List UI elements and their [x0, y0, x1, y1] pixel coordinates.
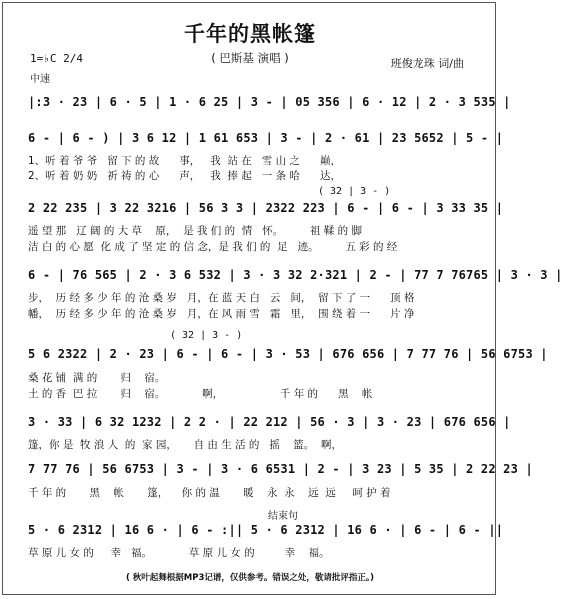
lyric-line: 洁 白 的 心 愿 化 成 了 坚 定 的 信 念，是 我 们 的 足 迹。 五 彩 的 经 — [28, 241, 398, 253]
lyric-line: 2、听 着 奶 奶 祈 祷 的 心 声， 我 捧 起 一 条 哈 达， — [28, 170, 341, 182]
score-line: 5 · 6 2312 | 16 6 · | 6 - :|| 5 · 6 2312 | 16 6 · | 6 - | 6 - || — [28, 523, 504, 537]
score-line: 5 6 2322 | 2 · 23 | 6 - | 6 - | 3 · 53 | 676 656 | 7 77 76 | 56 6753 | — [28, 347, 548, 361]
repeat-fill-tag: ( 32 | 3 - ) — [170, 330, 243, 341]
score-line: 7 77 76 | 56 6753 | 3 - | 3 · 6 6531 | 2 - | 3 23 | 5 35 | 2 22 23 | — [28, 462, 533, 476]
lyric-line: 遥 望 那 辽 阔 的 大 草 原， 是 我 们 的 情 怀。 祖 鞣 的 脚 — [28, 225, 362, 237]
credits: 班俊龙珠 词/曲 — [390, 57, 464, 70]
key-signature: 1=♭C 2/4 — [30, 52, 83, 65]
lyric-line: 千 年 的 黑 帐 篷， 你 的 温 暖 永 永 远 远 呵 护 着 — [28, 487, 391, 499]
lyric-line: 草 原 儿 女 的 幸 福。 草 原 儿 女 的 幸 福。 — [28, 547, 330, 559]
lyric-line: 土 的 香 巴 拉 归 宿。 啊， 千 年 的 黑 帐 — [28, 388, 373, 400]
ending-label: 结束句 — [268, 511, 298, 522]
score-line: 2 22 235 | 3 22 3216 | 56 3 3 | 2322 223 | 6 - | 6 - | 3 33 35 | — [28, 201, 504, 215]
lyric-line: 步， 历 经 多 少 年 的 沧 桑 岁 月，在 蓝 天 白 云 间， 留 下 了 一 顶 格 — [28, 292, 415, 304]
score-line: |:3 · 23 | 6 · 5 | 1 · 6 25 | 3 - | 05 356 | 6 · 12 | 2 · 3 535 | — [28, 95, 511, 109]
transcription-note: ( 秋叶起舞根据MP3记谱，仅供参考。错误之处，敬请批评指正。) — [125, 573, 375, 583]
lyric-line: 幡， 历 经 多 少 年 的 沧 桑 岁 月，在 风 雨 雪 霜 里， 围 绕 着 一 片 净 — [28, 308, 415, 320]
song-title: 千年的黑帐篷 — [184, 22, 316, 46]
tempo-mark: 中速 — [30, 74, 50, 85]
score-line: 6 - | 6 - ) | 3 6 12 | 1 61 653 | 3 - | 2 · 61 | 23 5652 | 5 - | — [28, 131, 504, 145]
lyric-line: 1、听 着 爷 爷 留 下 的 故 事， 我 站 在 雪 山 之 巅， — [28, 155, 341, 167]
lyric-line: 篷，你 是 牧 浪 人 的 家 园， 自 由 生 活 的 摇 篮。 啊， — [28, 439, 342, 451]
lyric-line: 桑 花 铺 满 的 归 宿。 — [28, 372, 166, 384]
performer: ( 巴斯基 演唱 ) — [211, 51, 289, 65]
score-line: 6 - | 76 565 | 2 · 3 6 532 | 3 · 3 32 2·321 | 2 - | 77 7 76765 | 3 · 3 | — [28, 268, 563, 282]
repeat-fill-tag: ( 32 | 3 - ) — [318, 186, 391, 197]
score-line: 3 · 33 | 6 32 1232 | 2 2 · | 22 212 | 56 · 3 | 3 · 23 | 676 656 | — [28, 415, 511, 429]
